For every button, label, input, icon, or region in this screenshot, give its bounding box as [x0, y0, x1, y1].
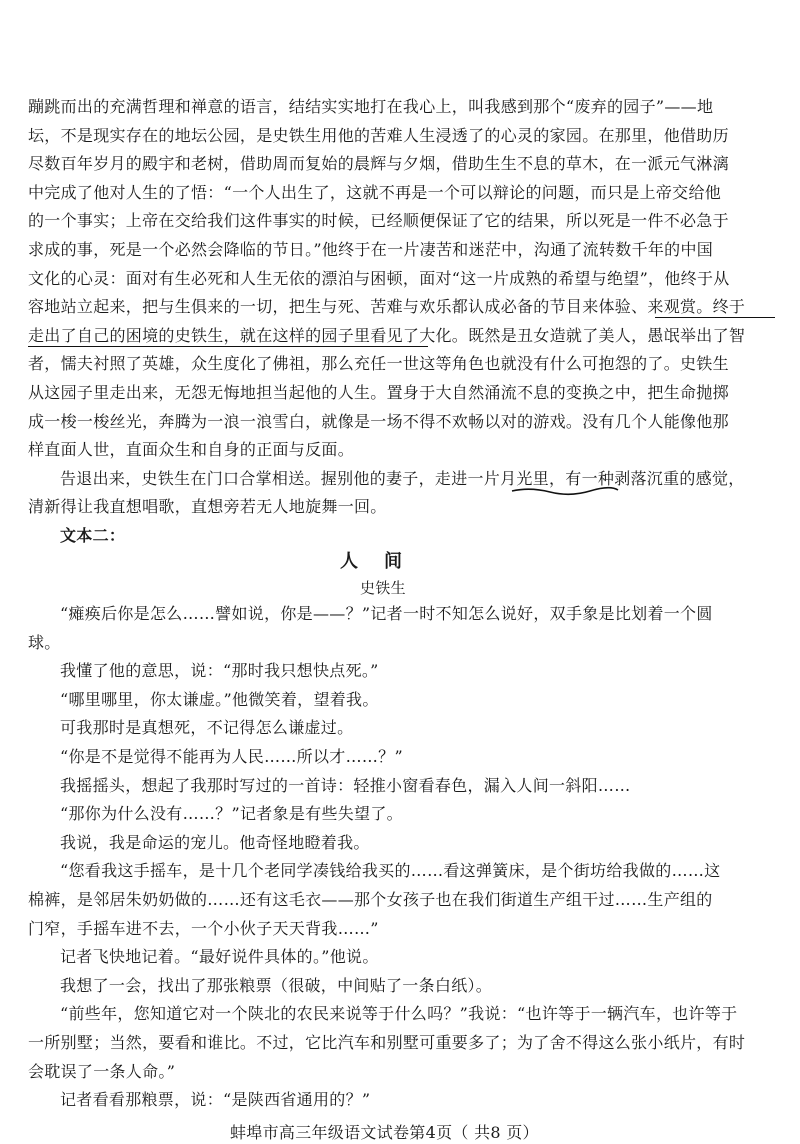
text-line: 告退出来，史铁生在门口合掌相送。握别他的妻子，走进一片月光里，有一种剥落沉重的感觉，: [60, 468, 745, 488]
story-line: “您看我这手摇车，是十几个老同学凑钱给我买的……看这弹簧床，是个街坊给我做的……这: [60, 861, 721, 881]
text-line: 的一个事实；上帝在交给我们这件事实的时候，已经顺便保证了它的结果，所以死是一件不必急于: [28, 211, 729, 231]
pen-squiggle: [510, 485, 620, 497]
story-line: 我懂了他的意思，说：“那时我只想快点死。”: [60, 661, 379, 681]
text-line: 求成的事，死是一个必然会降临的节日。”他终于在一片凄苦和迷茫中，沟通了流转数千年的中国: [28, 240, 714, 259]
text-line: 尽数百年岁月的殿宇和老树，借助周而复始的晨辉与夕烟，借助生生不息的草木，在一派元气淋漓: [28, 154, 729, 174]
story-title: 人 间: [340, 551, 406, 572]
story-line: “哪里哪里，你太谦虚。”他微笑着，望着我。: [60, 689, 379, 709]
story-line: 棉裤，是邻居朱奶奶做的……还有这毛衣——那个女孩子也在我们街道生产组干过……生产组的: [28, 890, 713, 909]
pen-underline: [655, 317, 775, 318]
text-line: 中完成了他对人生的了悟：“一个人出生了，这就不再是一个可以辩论的问题，而只是上帝交给他: [28, 182, 722, 202]
text-line: 清新得让我直想唱歌，直想旁若无人地旋舞一回。: [28, 497, 387, 517]
text-line: 者，懦夫衬照了英雄，众生度化了佛祖，那么充任一世这等角色也就没有什么可抱怨的了。史铁生: [28, 354, 729, 374]
text-line: 走出了自己的困境的史铁生，就在这样的园子里看见了大化。既然是丑女造就了美人，愚氓举出了智: [28, 325, 746, 345]
story-line: 一所别墅；当然，要看和谁比。不过，它比汽车和别墅可重要多了；为了舍不得这么张小纸片，有时: [28, 1033, 746, 1052]
story-line: “瘫痪后你是怎么……譬如说，你是——？”记者一时不知怎么说好，双手象是比划着一个圆: [60, 604, 713, 623]
text-line: 样直面人世，直面众生和自身的正面与反面。: [28, 440, 355, 460]
story-line: 我说，我是命运的宠儿。他奇怪地瞪着我。: [60, 832, 370, 852]
story-line: 门窄，手摇车进不去，一个小伙子天天背我……”: [28, 918, 379, 938]
pen-underline: [28, 346, 428, 347]
story-line: 可我那时是真想死，不记得怎么谦虚过。: [60, 718, 354, 738]
page-footer: 蚌埠市高三年级语文试卷第4页（ 共8 页）: [230, 1122, 539, 1142]
text-line: 容地站立起来，把与生俱来的一切，把生与死、苦难与欢乐都认成必备的节目来体验、来观赏。终于: [28, 297, 746, 317]
text-line: 坛，不是现实存在的地坛公园，是史铁生用他的苦难人生浸透了的心灵的家园。在那里，他借助历: [28, 125, 729, 145]
story-line: 球。: [28, 632, 61, 652]
story-line: 会耽误了一条人命。”: [28, 1061, 176, 1081]
text-line: 文化的心灵：面对有生必死和人生无依的漂泊与困顿，面对“这一片成熟的希望与绝望”，他终于从: [28, 268, 730, 288]
story-line: 我摇摇头，想起了我那时写过的一首诗：轻推小窗看春色，漏入人间一斜阳……: [60, 775, 631, 795]
story-line: 记者看看那粮票，说：“是陕西省通用的？”: [60, 1090, 371, 1110]
story-line: “前些年，您知道它对一个陕北的农民来说等于什么吗？”我说：“也许等于一辆汽车，也许等于: [60, 1004, 738, 1024]
text-line: 从这园子里走出来，无怨无悔地担当起他的人生。置身于大自然涌流不息的变换之中，把生命抛掷: [28, 383, 729, 402]
story-line: 我想了一会，找出了那张粮票（很破，中间贴了一条白纸）。: [60, 975, 493, 995]
text-line: 成一梭一梭丝光，奔腾为一浪一浪雪白，就像是一场不得不欢畅以对的游戏。没有几个人能像他那: [28, 411, 729, 431]
story-line: “你是不是觉得不能再为人民……所以才……？”: [60, 747, 403, 766]
story-line: 记者飞快地记着。“最好说件具体的。”他说。: [60, 947, 379, 967]
story-line: “那你为什么没有……？”记者象是有些失望了。: [60, 804, 403, 824]
text-line: 蹦跳而出的充满哲理和禅意的语言，结结实实地打在我心上，叫我感到那个“废弃的园子”——地: [28, 97, 714, 116]
story-author: 史铁生: [360, 579, 406, 597]
section-label: 文本二：: [60, 526, 126, 545]
